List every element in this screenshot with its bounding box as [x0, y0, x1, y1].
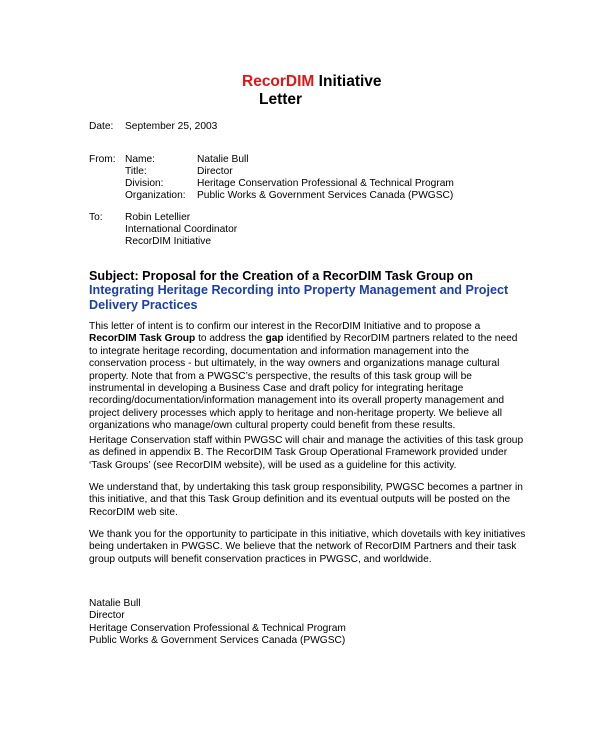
from-value-division: Heritage Conservation Professional & Technical Program: [197, 178, 454, 189]
paragraph-line: Heritage Conservation staff within PWGSC will chair and manage the activities of this task group: [89, 435, 524, 446]
letter-title: [242, 73, 382, 108]
from-key-name: Name:: [125, 154, 156, 165]
bold-term: RecorDIM Task Group: [89, 333, 196, 345]
from-value-organization: Public Works & Government Services Canada (PWGSC): [197, 190, 454, 201]
to-line: RecorDIM Initiative: [125, 236, 212, 247]
from-value-name: Natalie Bull: [197, 154, 249, 165]
from-key-division: Division:: [125, 178, 164, 189]
paragraph-line: project delivery processes which apply to heritage and non-heritage property. We believe all: [89, 407, 503, 419]
paragraph-line: being undertaken in PWGSC. We believe that the network of RecorDIM Partners and their task: [89, 541, 517, 553]
subject-prefix: Subject: Proposal for the Creation of a RecorDIM Task Group on: [89, 269, 473, 283]
paragraph-line: instrumental in developing a Business Case and draft policy for integrating heritage: [89, 383, 464, 395]
from-key-title: Title:: [125, 166, 147, 177]
to-line: Robin Letellier: [125, 212, 191, 223]
paragraph-line: to integrate heritage recording, documentation and information management into the: [89, 345, 470, 357]
signature-line: Heritage Conservation Professional & Technical Program: [89, 622, 346, 634]
paragraph-line: conservation process - but ultimately, in the way owners and organizations manage cultural: [89, 358, 500, 370]
to-line: International Coordinator: [125, 224, 238, 235]
body-paragraph-4: [89, 529, 529, 566]
paragraph-fragment: to address the: [195, 333, 266, 345]
to-label: To:: [89, 212, 103, 223]
paragraph-line: organizations who manage/own cultural property could benefit from these results.: [89, 420, 456, 432]
title-brand: RecorDIM: [242, 73, 315, 90]
paragraph-line: [89, 333, 529, 345]
subject-blue-line: Delivery Practices: [89, 297, 198, 312]
paragraph-line: We thank you for the opportunity to participate in this initiative, which dovetails with key initiatives: [89, 529, 526, 540]
signature-line: Natalie Bull: [89, 598, 141, 609]
body-paragraph-2: [89, 435, 529, 472]
signature-line: Director: [89, 610, 125, 622]
paragraph-line: This letter of intent is to confirm our interest in the RecorDIM Initiative and to propose a: [89, 321, 481, 332]
paragraph-line: We understand that, by undertaking this task group responsibility, PWGSC becomes a partner in: [89, 482, 523, 493]
date-value: September 25, 2003: [125, 121, 218, 132]
title-rest: Initiative: [318, 73, 382, 90]
body-paragraph-1: [89, 321, 529, 433]
signature-line: Public Works & Government Services Canada (PWGSC): [89, 635, 346, 647]
date-label: Date:: [89, 121, 114, 132]
from-label: From:: [89, 154, 116, 165]
paragraph-line: this initiative, and that this Task Group definition and its eventual outputs will be posted on the: [89, 494, 511, 506]
paragraph-line: as defined in appendix B. The RecorDIM Task Group Operational Framework provided under: [89, 447, 508, 459]
body-paragraph-3: [89, 482, 529, 519]
subject-blue-line: Integrating Heritage Recording into Property Management and Project: [89, 283, 509, 298]
paragraph-line: RecorDIM web site.: [89, 506, 178, 518]
paragraph-line: property. Note that from a PWGSC’s perspective, the results of this task group will be: [89, 370, 472, 382]
signature-block: [89, 598, 346, 648]
paragraph-fragment: identified by RecorDIM partners related to the need: [283, 333, 518, 345]
bold-term: gap: [265, 333, 284, 345]
title-line2: Letter: [259, 91, 303, 108]
paragraph-line: ‘Task Groups’ (see RecorDIM website), will be used as a guideline for this activity.: [89, 459, 457, 471]
paragraph-line: group outputs will benefit conservation practices in PWGSC, and worldwide.: [89, 553, 432, 565]
paragraph-line: recording/documentation/information management into its overall property management and: [89, 395, 505, 407]
from-value-title: Director: [197, 166, 233, 177]
from-key-organization: Organization:: [125, 190, 186, 201]
subject-heading: [89, 269, 529, 312]
